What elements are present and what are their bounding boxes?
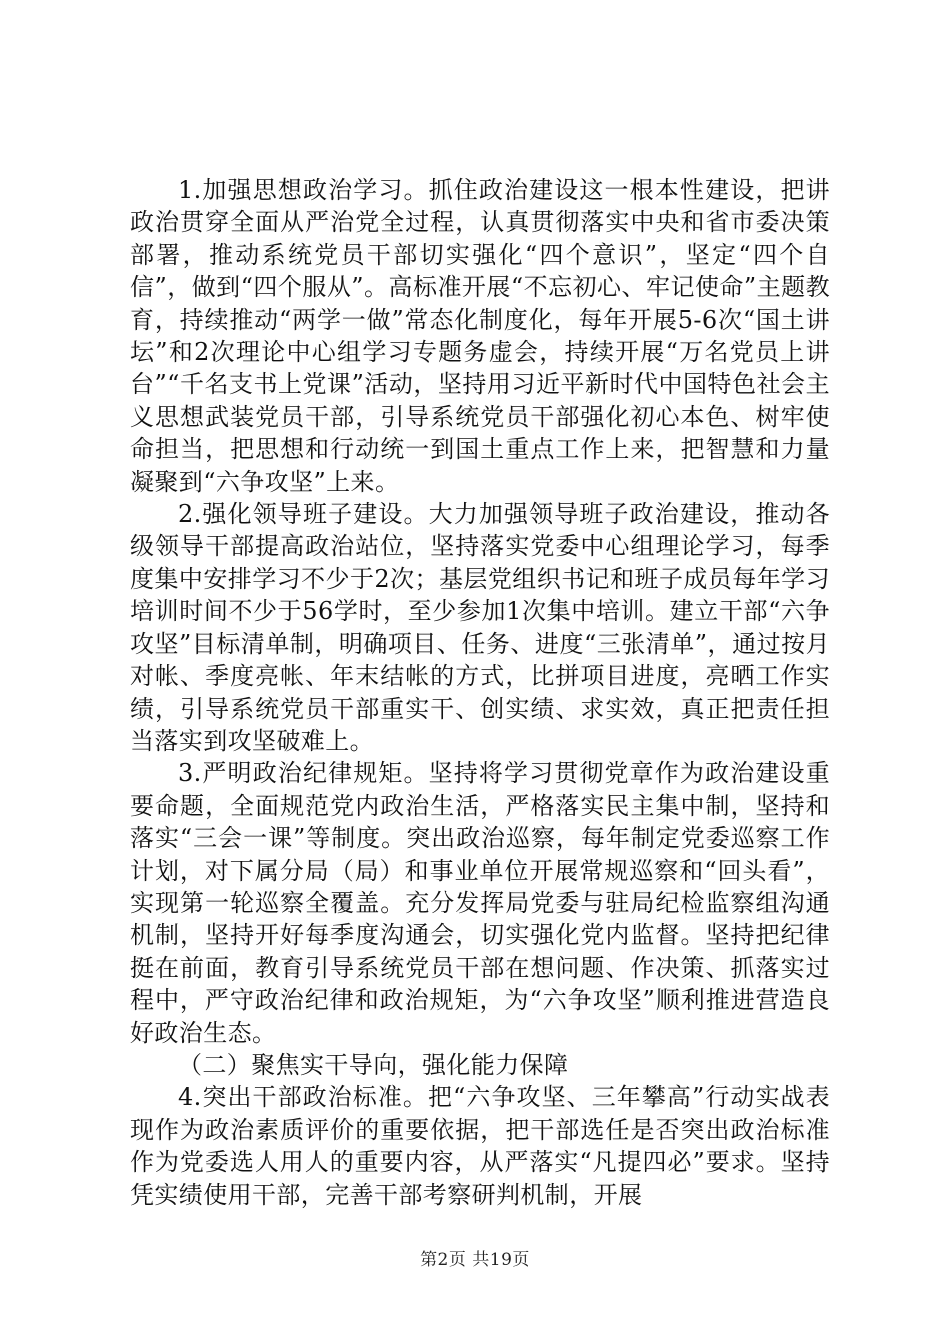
paragraph-1: 1.加强思想政治学习。抓住政治建设这一根本性建设，把讲政治贯穿全面从严治党全过程，认真贯彻落实中央和省市委决策部署，推动系统党员干部切实强化“四个意识”，坚定“四个自信”，做到“四个服从”。高标准开展“不忘初心、牢记使命”主题教育，持续推动“两学一做”常态化制度化，每年开展5-6次“国土讲坛”和2次理论中心组学习专题务虚会，持续开展“万名党员上讲台”“千名支书上党课”活动，坚持用习近平新时代中国特色社会主义思想武装党员干部，引导系统党员干部强化初心本色、树牢使命担当，把思想和行动统一到国土重点工作上来，把智慧和力量凝聚到“六争攻坚”上来。 (130, 176, 830, 496)
document-body (130, 174, 830, 1211)
paragraph-3: 3.严明政治纪律规矩。坚持将学习贯彻党章作为政治建设重要命题，全面规范党内政治生活，严格落实民主集中制，坚持和落实“三会一课”等制度。突出政治巡察，每年制定党委巡察工作计划，对下属分局（局）和事业单位开展常规巡察和“回头看”，实现第一轮巡察全覆盖。充分发挥局党委与驻局纪检监察组沟通机制，坚持开好每季度沟通会，切实强化党内监督。坚持把纪律挺在前面，教育引导系统党员干部在想问题、作决策、抓落实过程中，严守政治纪律和政治规矩，为“六争攻坚”顺利推进营造良好政治生态。 (130, 759, 830, 1047)
page-footer: 第2页 共19页 (420, 1250, 530, 1270)
paragraph-2: 2.强化领导班子建设。大力加强领导班子政治建设，推动各级领导干部提高政治站位，坚持落实党委中心组理论学习，每季度集中安排学习不少于2次；基层党组织书记和班子成员每年学习培训时间不少于56学时，至少参加1次集中培训。建立干部“六争攻坚”目标清单制，明确项目、任务、进度“三张清单”，通过按月对帐、季度亮帐、年末结帐的方式，比拼项目进度，亮晒工作实绩，引导系统党员干部重实干、创实绩、求实效，真正把责任担当落实到攻坚破难上。 (130, 500, 830, 755)
section-subheading: （二）聚焦实干导向，强化能力保障 (178, 1050, 569, 1079)
paragraph-4: 4.突出干部政治标准。把“六争攻坚、三年攀高”行动实战表现作为政治素质评价的重要依据，把干部选任是否突出政治标准作为党委选人用人的重要内容，从严落实“凡提四必”要求。坚持凭实绩使用干部，完善干部考察研判机制，开展 (130, 1083, 830, 1209)
